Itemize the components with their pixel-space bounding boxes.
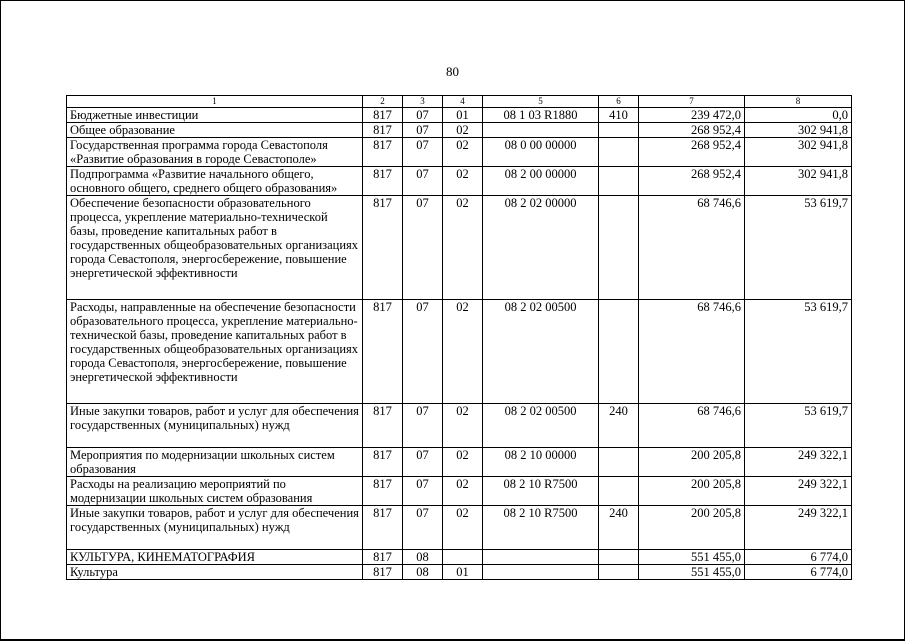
expense-type-code: 410 bbox=[599, 108, 639, 123]
row-name: Государственная программа города Севастополя «Развитие образования в городе Севастополе» bbox=[67, 138, 363, 167]
expense-type-code: 240 bbox=[599, 404, 639, 448]
column-header: 2 bbox=[363, 96, 403, 108]
target-article-code: 08 0 00 00000 bbox=[483, 138, 599, 167]
amount-col8: 249 322,1 bbox=[745, 448, 852, 477]
amount-col8: 6 774,0 bbox=[745, 565, 852, 580]
amount-col8: 249 322,1 bbox=[745, 477, 852, 506]
amount-col7: 551 455,0 bbox=[639, 565, 745, 580]
subsection-code: 02 bbox=[443, 167, 483, 196]
column-header: 8 bbox=[745, 96, 852, 108]
target-article-code bbox=[483, 550, 599, 565]
section-code: 08 bbox=[403, 550, 443, 565]
subsection-code: 02 bbox=[443, 138, 483, 167]
subsection-code: 01 bbox=[443, 565, 483, 580]
target-article-code bbox=[483, 123, 599, 138]
ministry-code: 817 bbox=[363, 506, 403, 550]
column-header: 5 bbox=[483, 96, 599, 108]
table-row bbox=[67, 138, 852, 167]
expense-type-code bbox=[599, 565, 639, 580]
table-row bbox=[67, 506, 852, 550]
amount-col7: 68 746,6 bbox=[639, 196, 745, 300]
section-code: 08 bbox=[403, 565, 443, 580]
target-article-code: 08 2 10 00000 bbox=[483, 448, 599, 477]
column-header: 7 bbox=[639, 96, 745, 108]
row-name: Мероприятия по модернизации школьных систем образования bbox=[67, 448, 363, 477]
section-code: 07 bbox=[403, 123, 443, 138]
budget-table bbox=[66, 95, 852, 580]
amount-col7: 68 746,6 bbox=[639, 404, 745, 448]
row-name: Подпрограмма «Развитие начального общего, основного общего, среднего общего образования» bbox=[67, 167, 363, 196]
ministry-code: 817 bbox=[363, 477, 403, 506]
ministry-code: 817 bbox=[363, 138, 403, 167]
section-code: 07 bbox=[403, 108, 443, 123]
column-header: 6 bbox=[599, 96, 639, 108]
row-name: Расходы, направленные на обеспечение безопасности образовательного процесса, укрепление материально-технической базы, проведение капитальных работ в государственных общеобразовательных организациях города Севастополя, энергосбережение, повышение энергетической эффективности bbox=[67, 300, 363, 404]
target-article-code: 08 2 02 00000 bbox=[483, 196, 599, 300]
row-name: Бюджетные инвестиции bbox=[67, 108, 363, 123]
table-row bbox=[67, 565, 852, 580]
section-code: 07 bbox=[403, 300, 443, 404]
section-code: 07 bbox=[403, 404, 443, 448]
row-name: Иные закупки товаров, работ и услуг для обеспечения государственных (муниципальных) нужд bbox=[67, 506, 363, 550]
ministry-code: 817 bbox=[363, 196, 403, 300]
expense-type-code bbox=[599, 167, 639, 196]
amount-col8: 0,0 bbox=[745, 108, 852, 123]
ministry-code: 817 bbox=[363, 565, 403, 580]
amount-col8: 302 941,8 bbox=[745, 123, 852, 138]
target-article-code: 08 2 10 R7500 bbox=[483, 477, 599, 506]
ministry-code: 817 bbox=[363, 300, 403, 404]
expense-type-code bbox=[599, 477, 639, 506]
amount-col7: 68 746,6 bbox=[639, 300, 745, 404]
subsection-code: 02 bbox=[443, 196, 483, 300]
expense-type-code bbox=[599, 448, 639, 477]
ministry-code: 817 bbox=[363, 123, 403, 138]
expense-type-code bbox=[599, 300, 639, 404]
column-header: 3 bbox=[403, 96, 443, 108]
table-row bbox=[67, 108, 852, 123]
table-row bbox=[67, 448, 852, 477]
amount-col7: 551 455,0 bbox=[639, 550, 745, 565]
amount-col8: 53 619,7 bbox=[745, 404, 852, 448]
ministry-code: 817 bbox=[363, 108, 403, 123]
section-code: 07 bbox=[403, 138, 443, 167]
ministry-code: 817 bbox=[363, 550, 403, 565]
table-row bbox=[67, 404, 852, 448]
row-name: Обеспечение безопасности образовательного процесса, укрепление материально-технической базы, проведение капитальных работ в государственных общеобразовательных организациях города Севастополя, энергосбережение, повышение энергетической эффективности bbox=[67, 196, 363, 300]
table-row bbox=[67, 300, 852, 404]
amount-col7: 239 472,0 bbox=[639, 108, 745, 123]
row-name: Расходы на реализацию мероприятий по модернизации школьных систем образования bbox=[67, 477, 363, 506]
subsection-code bbox=[443, 550, 483, 565]
amount-col8: 6 774,0 bbox=[745, 550, 852, 565]
subsection-code: 02 bbox=[443, 300, 483, 404]
table-header-row bbox=[67, 96, 852, 108]
ministry-code: 817 bbox=[363, 167, 403, 196]
target-article-code bbox=[483, 565, 599, 580]
amount-col7: 200 205,8 bbox=[639, 506, 745, 550]
column-header: 1 bbox=[67, 96, 363, 108]
row-name: Общее образование bbox=[67, 123, 363, 138]
table-row bbox=[67, 550, 852, 565]
section-code: 07 bbox=[403, 196, 443, 300]
subsection-code: 02 bbox=[443, 448, 483, 477]
row-name: Культура bbox=[67, 565, 363, 580]
table-row bbox=[67, 167, 852, 196]
expense-type-code bbox=[599, 138, 639, 167]
expense-type-code: 240 bbox=[599, 506, 639, 550]
subsection-code: 01 bbox=[443, 108, 483, 123]
expense-type-code bbox=[599, 196, 639, 300]
table-row bbox=[67, 477, 852, 506]
column-header: 4 bbox=[443, 96, 483, 108]
section-code: 07 bbox=[403, 167, 443, 196]
expense-type-code bbox=[599, 550, 639, 565]
amount-col8: 302 941,8 bbox=[745, 167, 852, 196]
ministry-code: 817 bbox=[363, 404, 403, 448]
target-article-code: 08 2 02 00500 bbox=[483, 404, 599, 448]
amount-col8: 249 322,1 bbox=[745, 506, 852, 550]
amount-col8: 302 941,8 bbox=[745, 138, 852, 167]
amount-col7: 200 205,8 bbox=[639, 477, 745, 506]
amount-col7: 268 952,4 bbox=[639, 138, 745, 167]
section-code: 07 bbox=[403, 477, 443, 506]
subsection-code: 02 bbox=[443, 404, 483, 448]
target-article-code: 08 1 03 R1880 bbox=[483, 108, 599, 123]
amount-col7: 200 205,8 bbox=[639, 448, 745, 477]
amount-col7: 268 952,4 bbox=[639, 123, 745, 138]
page-number: 80 bbox=[446, 64, 459, 79]
expense-type-code bbox=[599, 123, 639, 138]
row-name: Иные закупки товаров, работ и услуг для обеспечения государственных (муниципальных) нужд bbox=[67, 404, 363, 448]
amount-col8: 53 619,7 bbox=[745, 196, 852, 300]
section-code: 07 bbox=[403, 448, 443, 477]
target-article-code: 08 2 00 00000 bbox=[483, 167, 599, 196]
subsection-code: 02 bbox=[443, 506, 483, 550]
table-row bbox=[67, 196, 852, 300]
amount-col8: 53 619,7 bbox=[745, 300, 852, 404]
target-article-code: 08 2 02 00500 bbox=[483, 300, 599, 404]
subsection-code: 02 bbox=[443, 477, 483, 506]
row-name: КУЛЬТУРА, КИНЕМАТОГРАФИЯ bbox=[67, 550, 363, 565]
section-code: 07 bbox=[403, 506, 443, 550]
table-row bbox=[67, 123, 852, 138]
subsection-code: 02 bbox=[443, 123, 483, 138]
amount-col7: 268 952,4 bbox=[639, 167, 745, 196]
ministry-code: 817 bbox=[363, 448, 403, 477]
target-article-code: 08 2 10 R7500 bbox=[483, 506, 599, 550]
